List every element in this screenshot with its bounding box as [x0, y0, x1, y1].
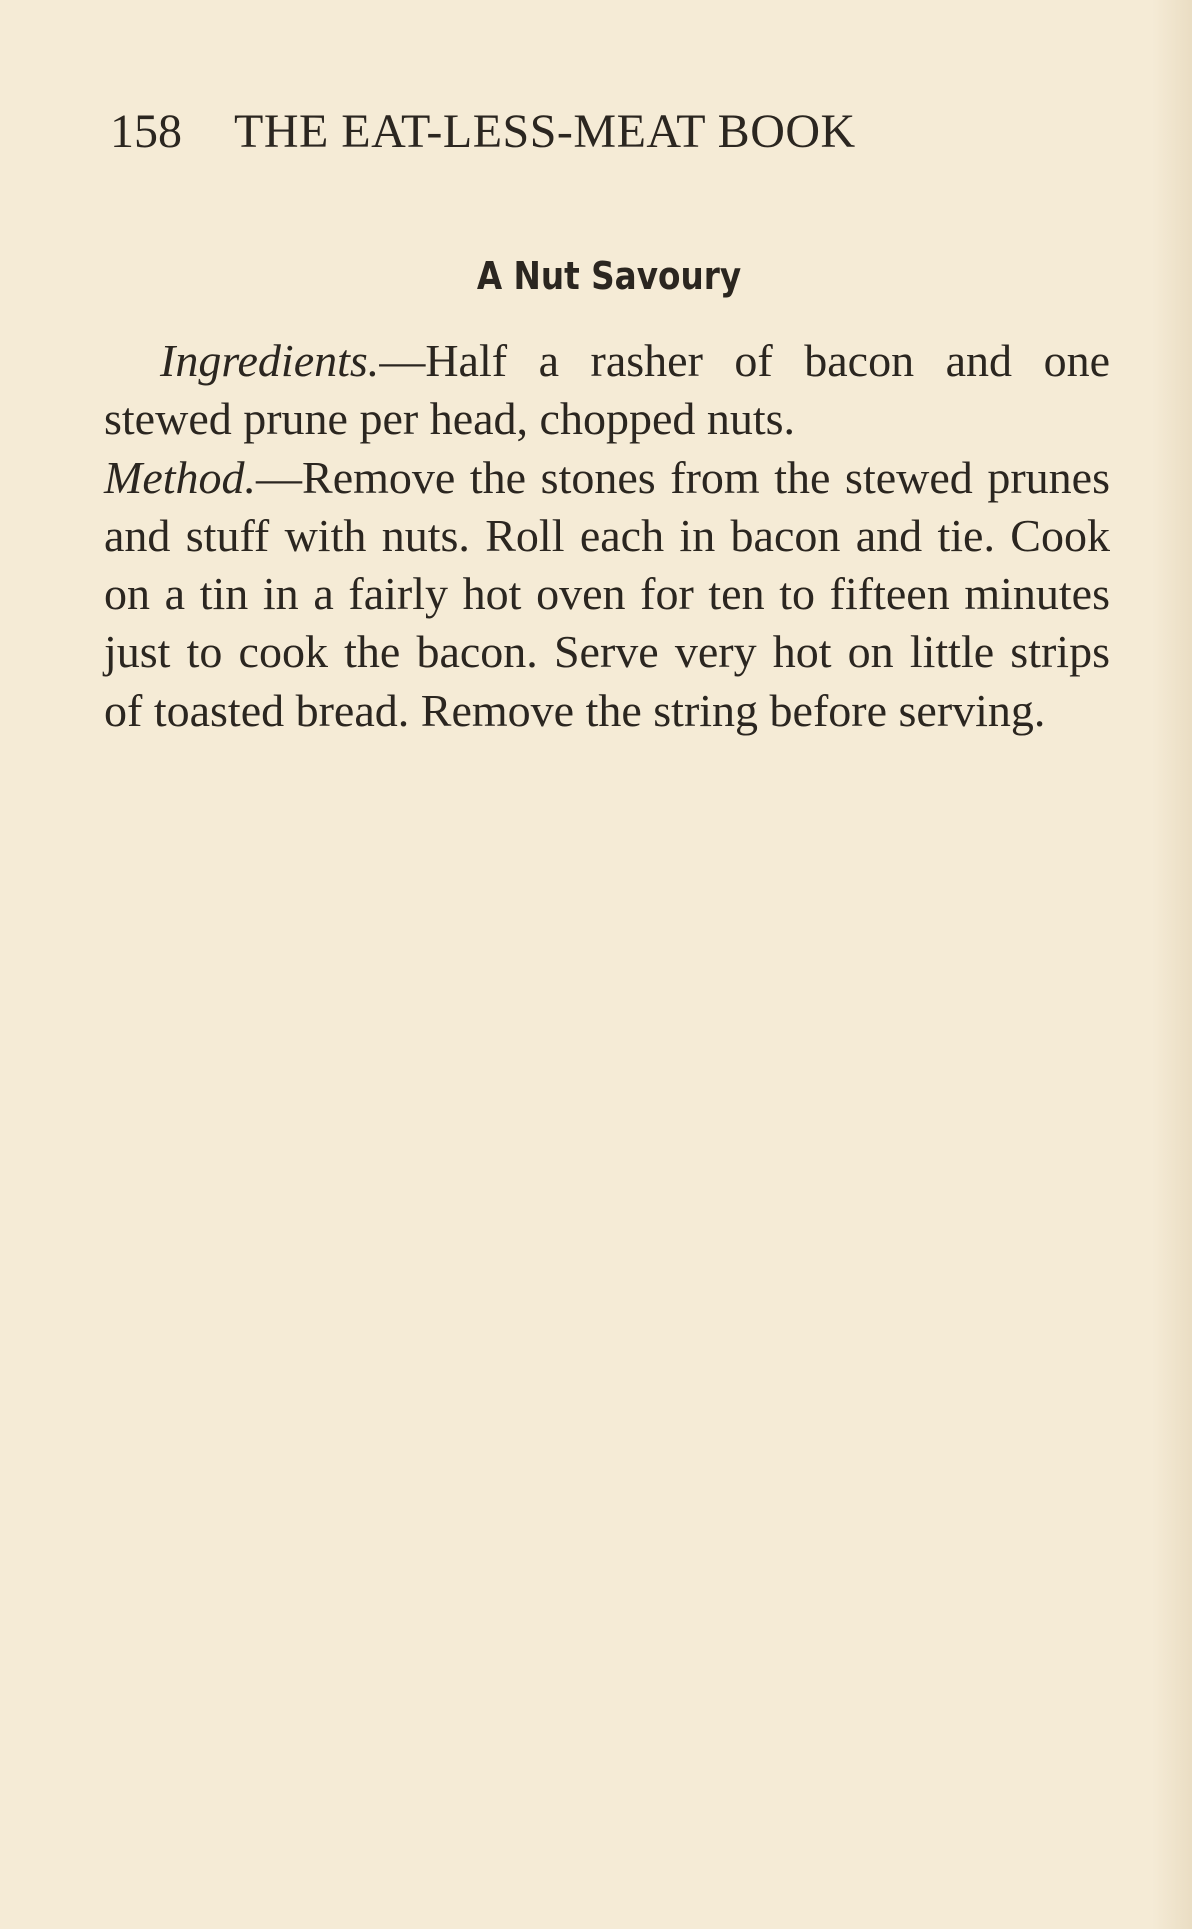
ingredients-label: Ingredients.	[160, 335, 380, 386]
page-number: 158	[110, 105, 182, 158]
ingredients-paragraph	[104, 332, 1110, 449]
recipe-body	[104, 332, 1110, 740]
recipe-title: A Nut Savoury	[476, 254, 742, 298]
method-paragraph	[104, 449, 1110, 740]
ingredients-text: —Half a rasher of bacon and one stewed prune per head, chopped nuts.	[104, 335, 1110, 445]
book-title: THE EAT-LESS-MEAT BOOK	[234, 105, 856, 158]
method-label: Method.	[104, 451, 257, 503]
running-head	[110, 104, 1010, 164]
page-edge-shadow	[1152, 0, 1192, 1929]
method-text: —Remove the stones from the stewed prunes and stuff with nuts. Roll each in bacon and tie. Cook on a tin in a fairly hot oven for ten to fifteen minutes just to cook the bacon. Serve very hot on little strips of toasted bread. Remove the string before serving.	[104, 451, 1110, 736]
